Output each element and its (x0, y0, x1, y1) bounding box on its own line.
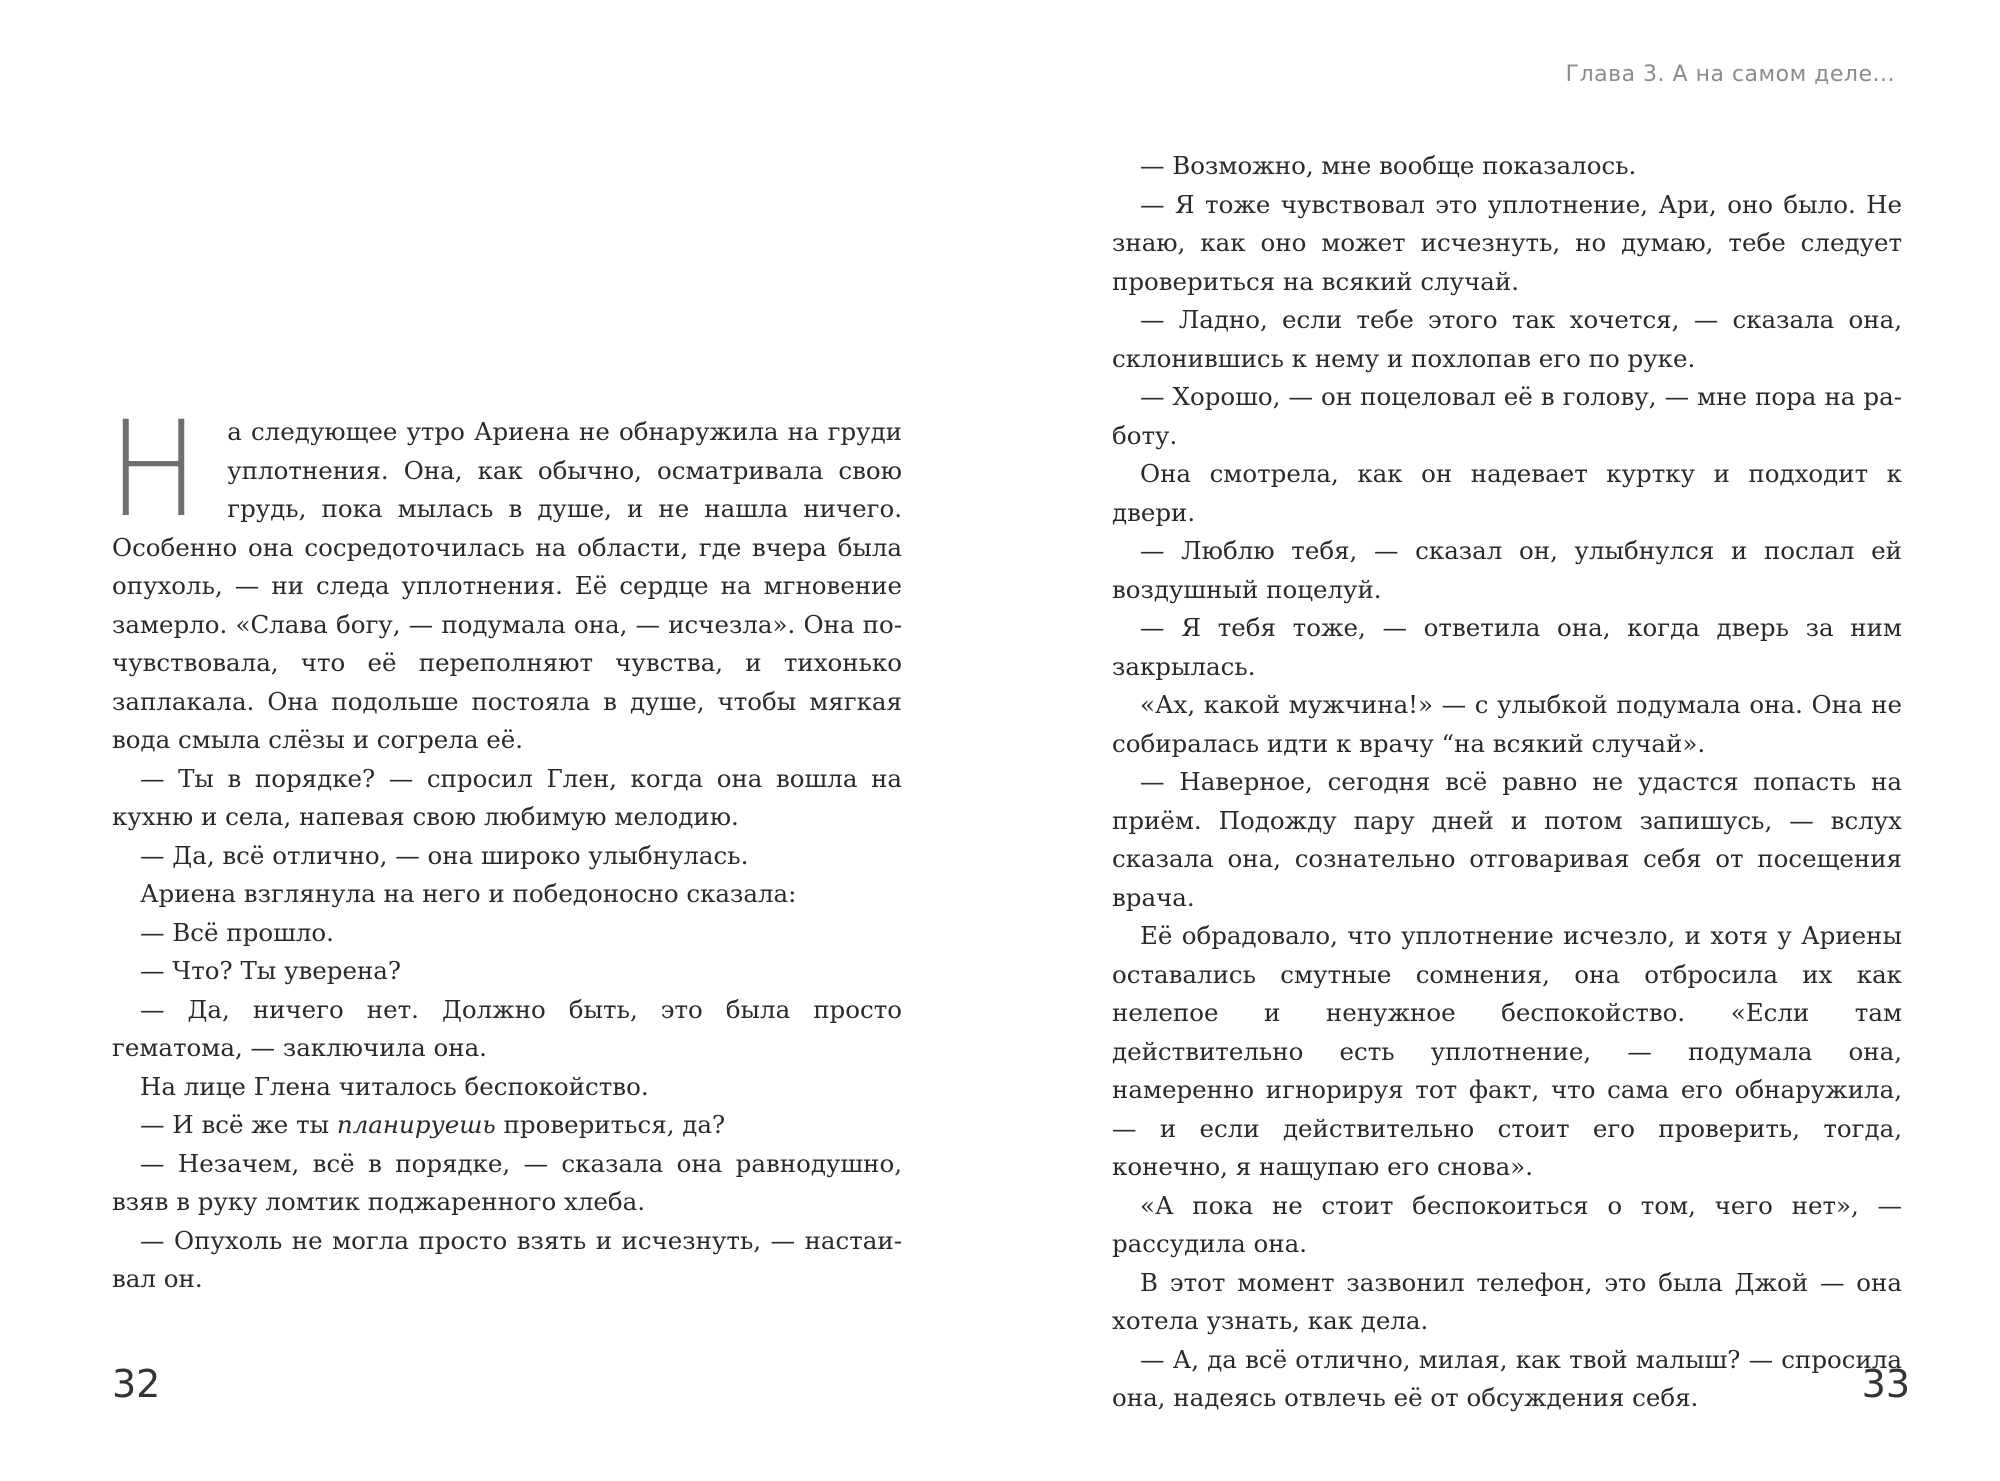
paragraph: — Всё прошло. (140, 917, 334, 947)
paragraph: — Я тебя тоже, — ответила она, когда дверь за ним закрылась. (1112, 613, 1902, 681)
right-text-block (1112, 147, 1902, 1418)
right-page (1000, 0, 2000, 1481)
page-number-right: 33 (1861, 1362, 1910, 1406)
paragraph: «А пока не стоит беспокоиться о том, чего нет», — рассудила она. (1112, 1190, 1902, 1258)
paragraph: Её обрадовало, что уплотнение исчезло, и хотя у Ариены оставались смутные сомнения, она отбросила их как нелепое и ненужное беспокойство. «Если там действительно есть уплотнение, — подумала она, намеренно игнорируя тот факт, что сама его обнаружила, — и если действительно стоит его проверить, тогда, конечно, я нащупаю его снова». (1112, 921, 1902, 1181)
page-number-left: 32 (112, 1362, 161, 1406)
drop-cap: Н (108, 393, 200, 547)
running-head: Глава 3. А на самом деле... (1565, 62, 1895, 87)
paragraph: — Да, ничего нет. Должно быть, это была просто гематома, — заключила она. (112, 994, 902, 1062)
paragraph: — Я тоже чувствовал это уплотнение, Ари, оно было. Не знаю, как оно может исчезнуть, но думаю, тебе следует провериться на всякий случай. (1112, 189, 1902, 296)
paragraph: — Незачем, всё в порядке, — сказала она равнодушно, взяв в руку ломтик поджаренного хлеба. (112, 1148, 902, 1216)
paragraph-text: — И всё же ты (140, 1110, 337, 1139)
emphasis-text: планируешь (336, 1110, 496, 1139)
paragraph: В этот момент зазвонил телефон, это была Джой — она хотела узнать, как дела. (1112, 1267, 1902, 1335)
paragraph: Она смотрела, как он надевает куртку и подходит к двери. (1112, 459, 1902, 527)
paragraph: — Хорошо, — он поцеловал её в голову, — мне пора на работу. (1112, 382, 1902, 450)
left-text-block (108, 393, 902, 1299)
paragraph: Ариена взглянула на него и победоносно сказала: (140, 879, 797, 908)
paragraph (108, 393, 902, 760)
paragraph: — А, да всё отлично, милая, как твой малыш? — спросила она, надеясь отвлечь её от обсуждения себя. (1112, 1344, 1902, 1412)
paragraph: — Да, всё отлично, — она широко улыбнулась. (140, 840, 749, 870)
paragraph (112, 1106, 902, 1145)
paragraph-text: а следующее утро Ариена не обнаружила на груди уплотнения. Она, как обычно, осматривала свою грудь, пока мылась в душе, и не нашла ничего. Особенно она сосредоточилась на области, где вчера была опухоль, — ни следа уплотнения. Её сердце на мгновение замерло. «Слава богу, — подумала она, — исчезла». Она почувствовала, что её переполняют чувства, и тихонько заплакала. Она подольше постояла в душе, чтобы мягкая вода смыла слёзы и согрела её. (112, 417, 902, 754)
paragraph: — Ты в порядке? — спросил Глен, когда она вошла на кухню и села, напевая свою любимую мелодию. (112, 763, 902, 831)
paragraph: На лице Глена читалось беспокойство. (140, 1071, 649, 1101)
paragraph: — Ладно, если тебе этого так хочется, — сказала она, склонившись к нему и похлопав его по руке. (1112, 305, 1902, 373)
paragraph: — Что? Ты уверена? (140, 956, 402, 985)
paragraph-text: провериться, да? (495, 1110, 726, 1139)
paragraph: — Наверное, сегодня всё равно не удастся попасть на приём. Подожду пару дней и потом запишусь, — вслух сказала она, сознательно отговаривая себя от посещения врача. (1112, 767, 1902, 912)
paragraph: «Ах, какой мужчина!» — с улыбкой подумала она. Она не собиралась идти к врачу “на всякий случай». (1112, 690, 1902, 758)
paragraph: — Возможно, мне вообще показалось. (1140, 151, 1637, 180)
paragraph: — Опухоль не могла просто взять и исчезнуть, — настаивал он. (112, 1225, 902, 1293)
paragraph: — Люблю тебя, — сказал он, улыбнулся и послал ей воздушный поцелуй. (1112, 536, 1902, 604)
